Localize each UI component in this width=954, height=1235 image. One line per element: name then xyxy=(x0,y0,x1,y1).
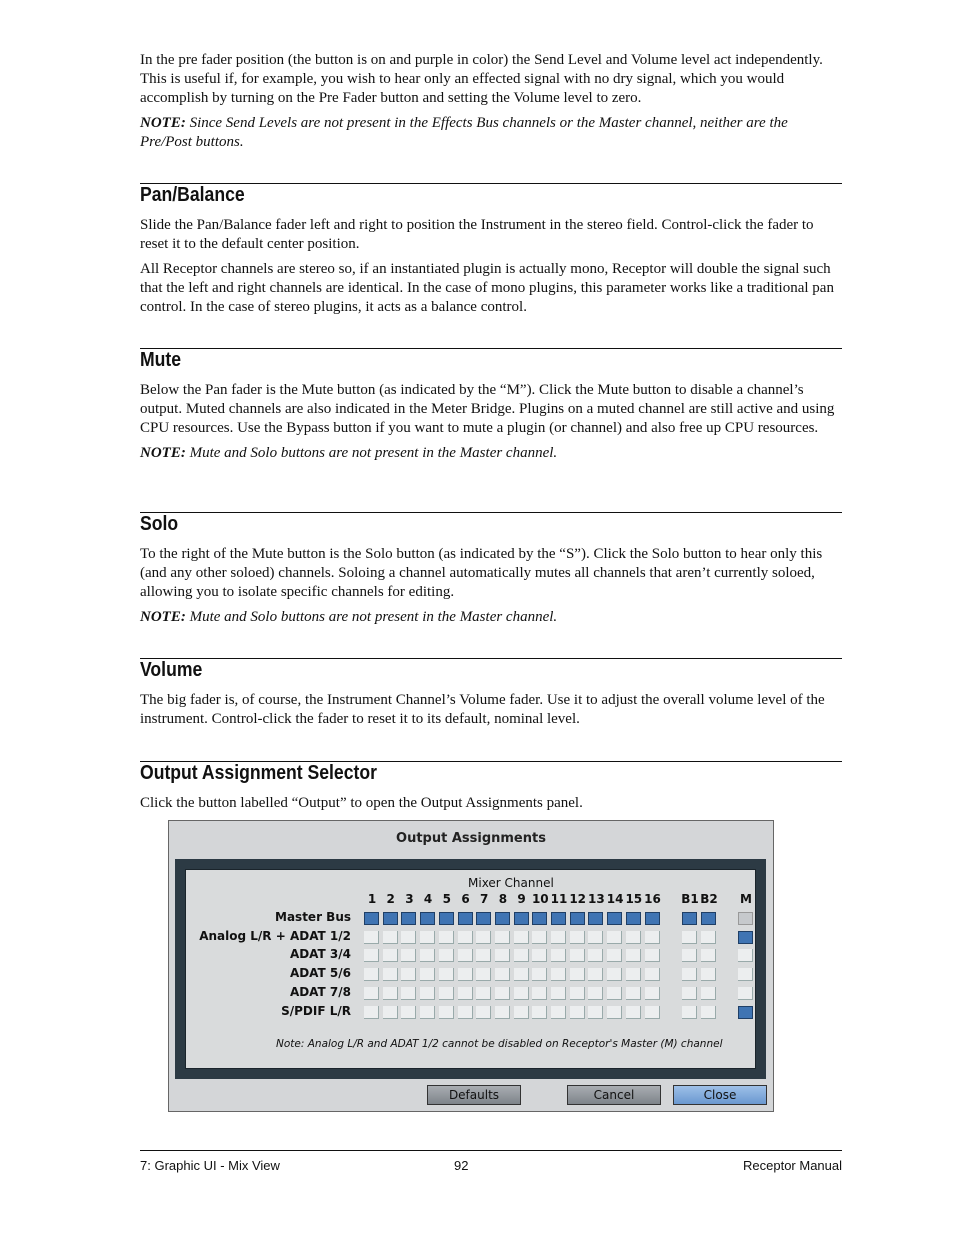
assignment-toggle[interactable] xyxy=(532,931,547,944)
assignment-toggle[interactable] xyxy=(514,987,529,1000)
assignment-toggle[interactable] xyxy=(458,987,473,1000)
assignment-toggle[interactable] xyxy=(645,931,660,944)
assignment-toggle[interactable] xyxy=(532,1006,547,1019)
assignment-toggle[interactable] xyxy=(738,949,753,962)
solo-paragraph: To the right of the Mute button is the Solo button (as indicated by the “S”). Click the Solo button to hear only this (and any other soloed) channels. Soloing a channel automatically mutes all channels that aren’t currently soloed, allowing you to isolate specific channels for editing. xyxy=(140,546,823,600)
assignment-toggle[interactable] xyxy=(439,987,454,1000)
assignment-toggle[interactable] xyxy=(383,987,398,1000)
footer-page-number: 92 xyxy=(454,1158,469,1173)
mute-paragraph: Below the Pan fader is the Mute button (as indicated by the “M”). Click the Mute button to disable a channel’s output. Muted channels are also indicated in the Meter Bridge. Plugins on a muted channel are still active and using CPU resources. Use the Bypass button if you want to mute a plugin (or channel) and also free up CPU resources. xyxy=(140,382,835,436)
column-header-10: 10 xyxy=(531,892,549,906)
assignment-toggle[interactable] xyxy=(364,931,379,944)
column-header-15: 15 xyxy=(625,892,643,906)
output-paragraph: Click the button labelled “Output” to open the Output Assignments panel. xyxy=(140,795,583,811)
assignment-toggle[interactable] xyxy=(514,968,529,981)
assignment-toggle[interactable] xyxy=(420,968,435,981)
assignment-toggle[interactable] xyxy=(532,987,547,1000)
column-header-b1: B1 xyxy=(681,892,699,906)
row-label: Analog L/R + ADAT 1/2 xyxy=(199,928,351,943)
assignment-toggle[interactable] xyxy=(682,1006,697,1019)
close-button[interactable]: Close xyxy=(673,1085,767,1105)
assignment-toggle[interactable] xyxy=(383,1006,398,1019)
assignment-toggle[interactable] xyxy=(364,987,379,1000)
assignment-toggle[interactable] xyxy=(701,949,716,962)
assignment-toggle[interactable] xyxy=(420,987,435,1000)
assignment-toggle[interactable] xyxy=(401,912,416,925)
column-header-4: 4 xyxy=(423,892,433,906)
column-header-13: 13 xyxy=(588,892,605,906)
assignment-toggle[interactable] xyxy=(458,912,473,925)
assignment-toggle[interactable] xyxy=(570,912,585,925)
assignment-toggle[interactable] xyxy=(401,931,416,944)
assignment-toggle[interactable] xyxy=(532,912,547,925)
assignment-toggle[interactable] xyxy=(383,949,398,962)
assignment-toggle[interactable] xyxy=(607,987,622,1000)
assignment-toggle[interactable] xyxy=(551,987,566,1000)
column-header-6: 6 xyxy=(461,892,470,906)
assignment-toggle[interactable] xyxy=(439,968,454,981)
assignment-toggle[interactable] xyxy=(458,949,473,962)
row-label: Master Bus xyxy=(275,910,351,924)
assignment-grid xyxy=(185,869,756,1069)
column-header-8: 8 xyxy=(498,892,508,906)
assignment-toggle[interactable] xyxy=(495,1006,510,1019)
mixer-channel-label: Mixer Channel xyxy=(468,876,554,890)
column-header-16: 16 xyxy=(644,892,661,906)
assignment-toggle[interactable] xyxy=(364,1006,379,1019)
assignment-toggle[interactable] xyxy=(701,1006,716,1019)
assignment-toggle[interactable] xyxy=(607,968,622,981)
assignment-toggle[interactable] xyxy=(570,949,585,962)
intro-paragraph: In the pre fader position (the button is on and purple in color) the Send Level and Volume level act independently. This is useful if, for example, you wish to hear only an effected signal with no dry signal, which you would accomplish by turning on the Pre Fader button and setting the Volume level to zero. xyxy=(140,52,823,106)
cancel-button[interactable]: Cancel xyxy=(567,1085,661,1105)
assignment-toggle[interactable] xyxy=(458,931,473,944)
assignment-toggle[interactable] xyxy=(682,931,697,944)
assignment-toggle[interactable] xyxy=(495,931,510,944)
assignment-toggle[interactable] xyxy=(645,912,660,925)
assignment-toggle[interactable] xyxy=(645,949,660,962)
intro-section xyxy=(140,51,842,158)
assignment-toggle[interactable] xyxy=(701,931,716,944)
assignment-toggle[interactable] xyxy=(439,912,454,925)
assignment-toggle[interactable] xyxy=(495,912,510,925)
output-heading: Output Assignment Selector xyxy=(140,762,377,784)
output-section xyxy=(140,761,842,819)
assignment-toggle[interactable] xyxy=(514,949,529,962)
assignment-toggle[interactable] xyxy=(570,987,585,1000)
column-header-11: 11 xyxy=(550,892,568,906)
assignment-toggle[interactable] xyxy=(645,1006,660,1019)
assignment-toggle[interactable] xyxy=(626,912,641,925)
assignment-toggle[interactable] xyxy=(682,912,697,925)
row-label: S/PDIF L/R xyxy=(281,1003,351,1018)
assignment-toggle[interactable] xyxy=(682,968,697,981)
assignment-toggle[interactable] xyxy=(626,968,641,981)
assignment-toggle[interactable] xyxy=(738,931,753,944)
assignment-toggle[interactable] xyxy=(476,1006,491,1019)
assignment-toggle[interactable] xyxy=(532,968,547,981)
column-header-9: 9 xyxy=(517,892,526,906)
volume-heading: Volume xyxy=(140,659,203,681)
footer-title: Receptor Manual xyxy=(743,1158,842,1173)
assignment-toggle[interactable] xyxy=(645,968,660,981)
column-header-3: 3 xyxy=(405,892,414,906)
assignment-toggle[interactable] xyxy=(570,968,585,981)
row-label: ADAT 3/4 xyxy=(289,947,351,962)
pan-balance-section xyxy=(140,183,842,323)
assignment-toggle[interactable] xyxy=(401,987,416,1000)
column-header-b2: B2 xyxy=(700,892,718,906)
volume-paragraph: The big fader is, of course, the Instrument Channel’s Volume fader. Use it to adjust the overall volume level of the instrument. Control-click the fader to reset it to its default, nominal level. xyxy=(140,692,825,727)
assignment-toggle[interactable] xyxy=(607,1006,622,1019)
assignment-toggle[interactable] xyxy=(607,949,622,962)
assignment-toggle[interactable] xyxy=(626,949,641,962)
column-header-5: 5 xyxy=(442,892,451,906)
mute-heading: Mute xyxy=(140,349,182,371)
assignment-toggle[interactable] xyxy=(495,987,510,1000)
assignment-toggle[interactable] xyxy=(439,1006,454,1019)
assignment-toggle[interactable] xyxy=(626,1006,641,1019)
assignment-toggle[interactable] xyxy=(420,931,435,944)
assignment-toggle[interactable] xyxy=(738,1006,753,1019)
assignment-toggle[interactable] xyxy=(514,1006,529,1019)
column-header-7: 7 xyxy=(480,892,489,906)
column-header-14: 14 xyxy=(606,892,624,906)
column-header-1: 1 xyxy=(367,892,377,906)
assignment-toggle[interactable] xyxy=(439,949,454,962)
column-header-12: 12 xyxy=(569,892,587,906)
solo-note: NOTE: Mute and Solo buttons are not present in the Master channel. xyxy=(140,609,558,625)
assignment-toggle[interactable] xyxy=(401,968,416,981)
assignment-toggle[interactable] xyxy=(607,912,622,925)
mute-note: NOTE: Mute and Solo buttons are not present in the Master channel. xyxy=(140,445,558,461)
pan-balance-heading: Pan/Balance xyxy=(140,184,245,206)
assignment-toggle[interactable] xyxy=(701,912,716,925)
solo-heading: Solo xyxy=(140,513,179,535)
assignment-toggle[interactable] xyxy=(551,931,566,944)
dialog-panel xyxy=(175,859,766,1079)
assignment-toggle[interactable] xyxy=(588,912,603,925)
assignment-toggle[interactable] xyxy=(532,949,547,962)
assignment-toggle[interactable] xyxy=(420,1006,435,1019)
defaults-button[interactable]: Defaults xyxy=(427,1085,521,1105)
assignment-toggle[interactable] xyxy=(476,987,491,1000)
assignment-toggle[interactable] xyxy=(514,912,529,925)
dialog-note: Note: Analog L/R and ADAT 1/2 cannot be disabled on Receptor's Master (M) channel xyxy=(276,1038,723,1050)
intro-note: NOTE: Since Send Levels are not present in the Effects Bus channels or the Master channel, neither are the Pre/Post buttons. xyxy=(140,115,788,150)
output-assignments-dialog xyxy=(168,820,774,1112)
row-label: ADAT 7/8 xyxy=(289,984,351,999)
row-label: ADAT 5/6 xyxy=(289,966,351,981)
mute-section xyxy=(140,348,842,469)
assignment-toggle[interactable] xyxy=(458,968,473,981)
assignment-toggle[interactable] xyxy=(495,968,510,981)
assignment-toggle[interactable] xyxy=(645,987,660,1000)
assignment-toggle[interactable] xyxy=(551,968,566,981)
assignment-toggle[interactable] xyxy=(588,987,603,1000)
assignment-toggle[interactable] xyxy=(420,949,435,962)
assignment-toggle[interactable] xyxy=(626,931,641,944)
assignment-toggle[interactable] xyxy=(701,968,716,981)
assignment-toggle[interactable] xyxy=(570,1006,585,1019)
column-header-m: M xyxy=(740,892,752,906)
assignment-toggle[interactable] xyxy=(682,949,697,962)
assignment-toggle[interactable] xyxy=(588,968,603,981)
assignment-toggle[interactable] xyxy=(551,1006,566,1019)
solo-section xyxy=(140,512,842,633)
assignment-toggle[interactable] xyxy=(401,1006,416,1019)
assignment-toggle[interactable] xyxy=(364,968,379,981)
footer-chapter: 7: Graphic UI - Mix View xyxy=(140,1158,280,1173)
assignment-toggle[interactable] xyxy=(476,931,491,944)
assignment-toggle[interactable] xyxy=(626,987,641,1000)
assignment-toggle[interactable] xyxy=(551,912,566,925)
assignment-toggle[interactable] xyxy=(607,931,622,944)
pan-paragraph-1: Slide the Pan/Balance fader left and right to position the Instrument in the stereo field. Control-click the fader to reset it to the default center position. xyxy=(140,217,814,252)
pan-paragraph-2: All Receptor channels are stereo so, if an instantiated plugin is actually mono, Receptor will double the signal such that the left and right channels are identical. In the case of mono plugins, this parameter works like a traditional pan control. In the case of stereo plugins, it acts as a balance control. xyxy=(140,261,834,315)
assignment-toggle[interactable] xyxy=(476,949,491,962)
assignment-toggle[interactable] xyxy=(514,931,529,944)
volume-section xyxy=(140,658,842,735)
assignment-toggle[interactable] xyxy=(738,912,753,925)
assignment-toggle[interactable] xyxy=(383,931,398,944)
assignment-toggle[interactable] xyxy=(738,987,753,1000)
assignment-toggle[interactable] xyxy=(495,949,510,962)
assignment-toggle[interactable] xyxy=(588,949,603,962)
assignment-toggle[interactable] xyxy=(701,987,716,1000)
assignment-toggle[interactable] xyxy=(476,968,491,981)
assignment-toggle[interactable] xyxy=(476,912,491,925)
assignment-toggle[interactable] xyxy=(458,1006,473,1019)
column-header-2: 2 xyxy=(386,892,395,906)
dialog-title: Output Assignments xyxy=(396,831,546,846)
assignment-toggle[interactable] xyxy=(570,931,585,944)
footer-rule xyxy=(140,1150,842,1151)
assignment-toggle[interactable] xyxy=(588,1006,603,1019)
assignment-toggle[interactable] xyxy=(682,987,697,1000)
assignment-toggle[interactable] xyxy=(420,912,435,925)
assignment-toggle[interactable] xyxy=(439,931,454,944)
assignment-toggle[interactable] xyxy=(383,912,398,925)
assignment-toggle[interactable] xyxy=(588,931,603,944)
assignment-toggle[interactable] xyxy=(738,968,753,981)
assignment-toggle[interactable] xyxy=(364,912,379,925)
assignment-toggle[interactable] xyxy=(364,949,379,962)
assignment-toggle[interactable] xyxy=(551,949,566,962)
assignment-toggle[interactable] xyxy=(383,968,398,981)
assignment-toggle[interactable] xyxy=(401,949,416,962)
